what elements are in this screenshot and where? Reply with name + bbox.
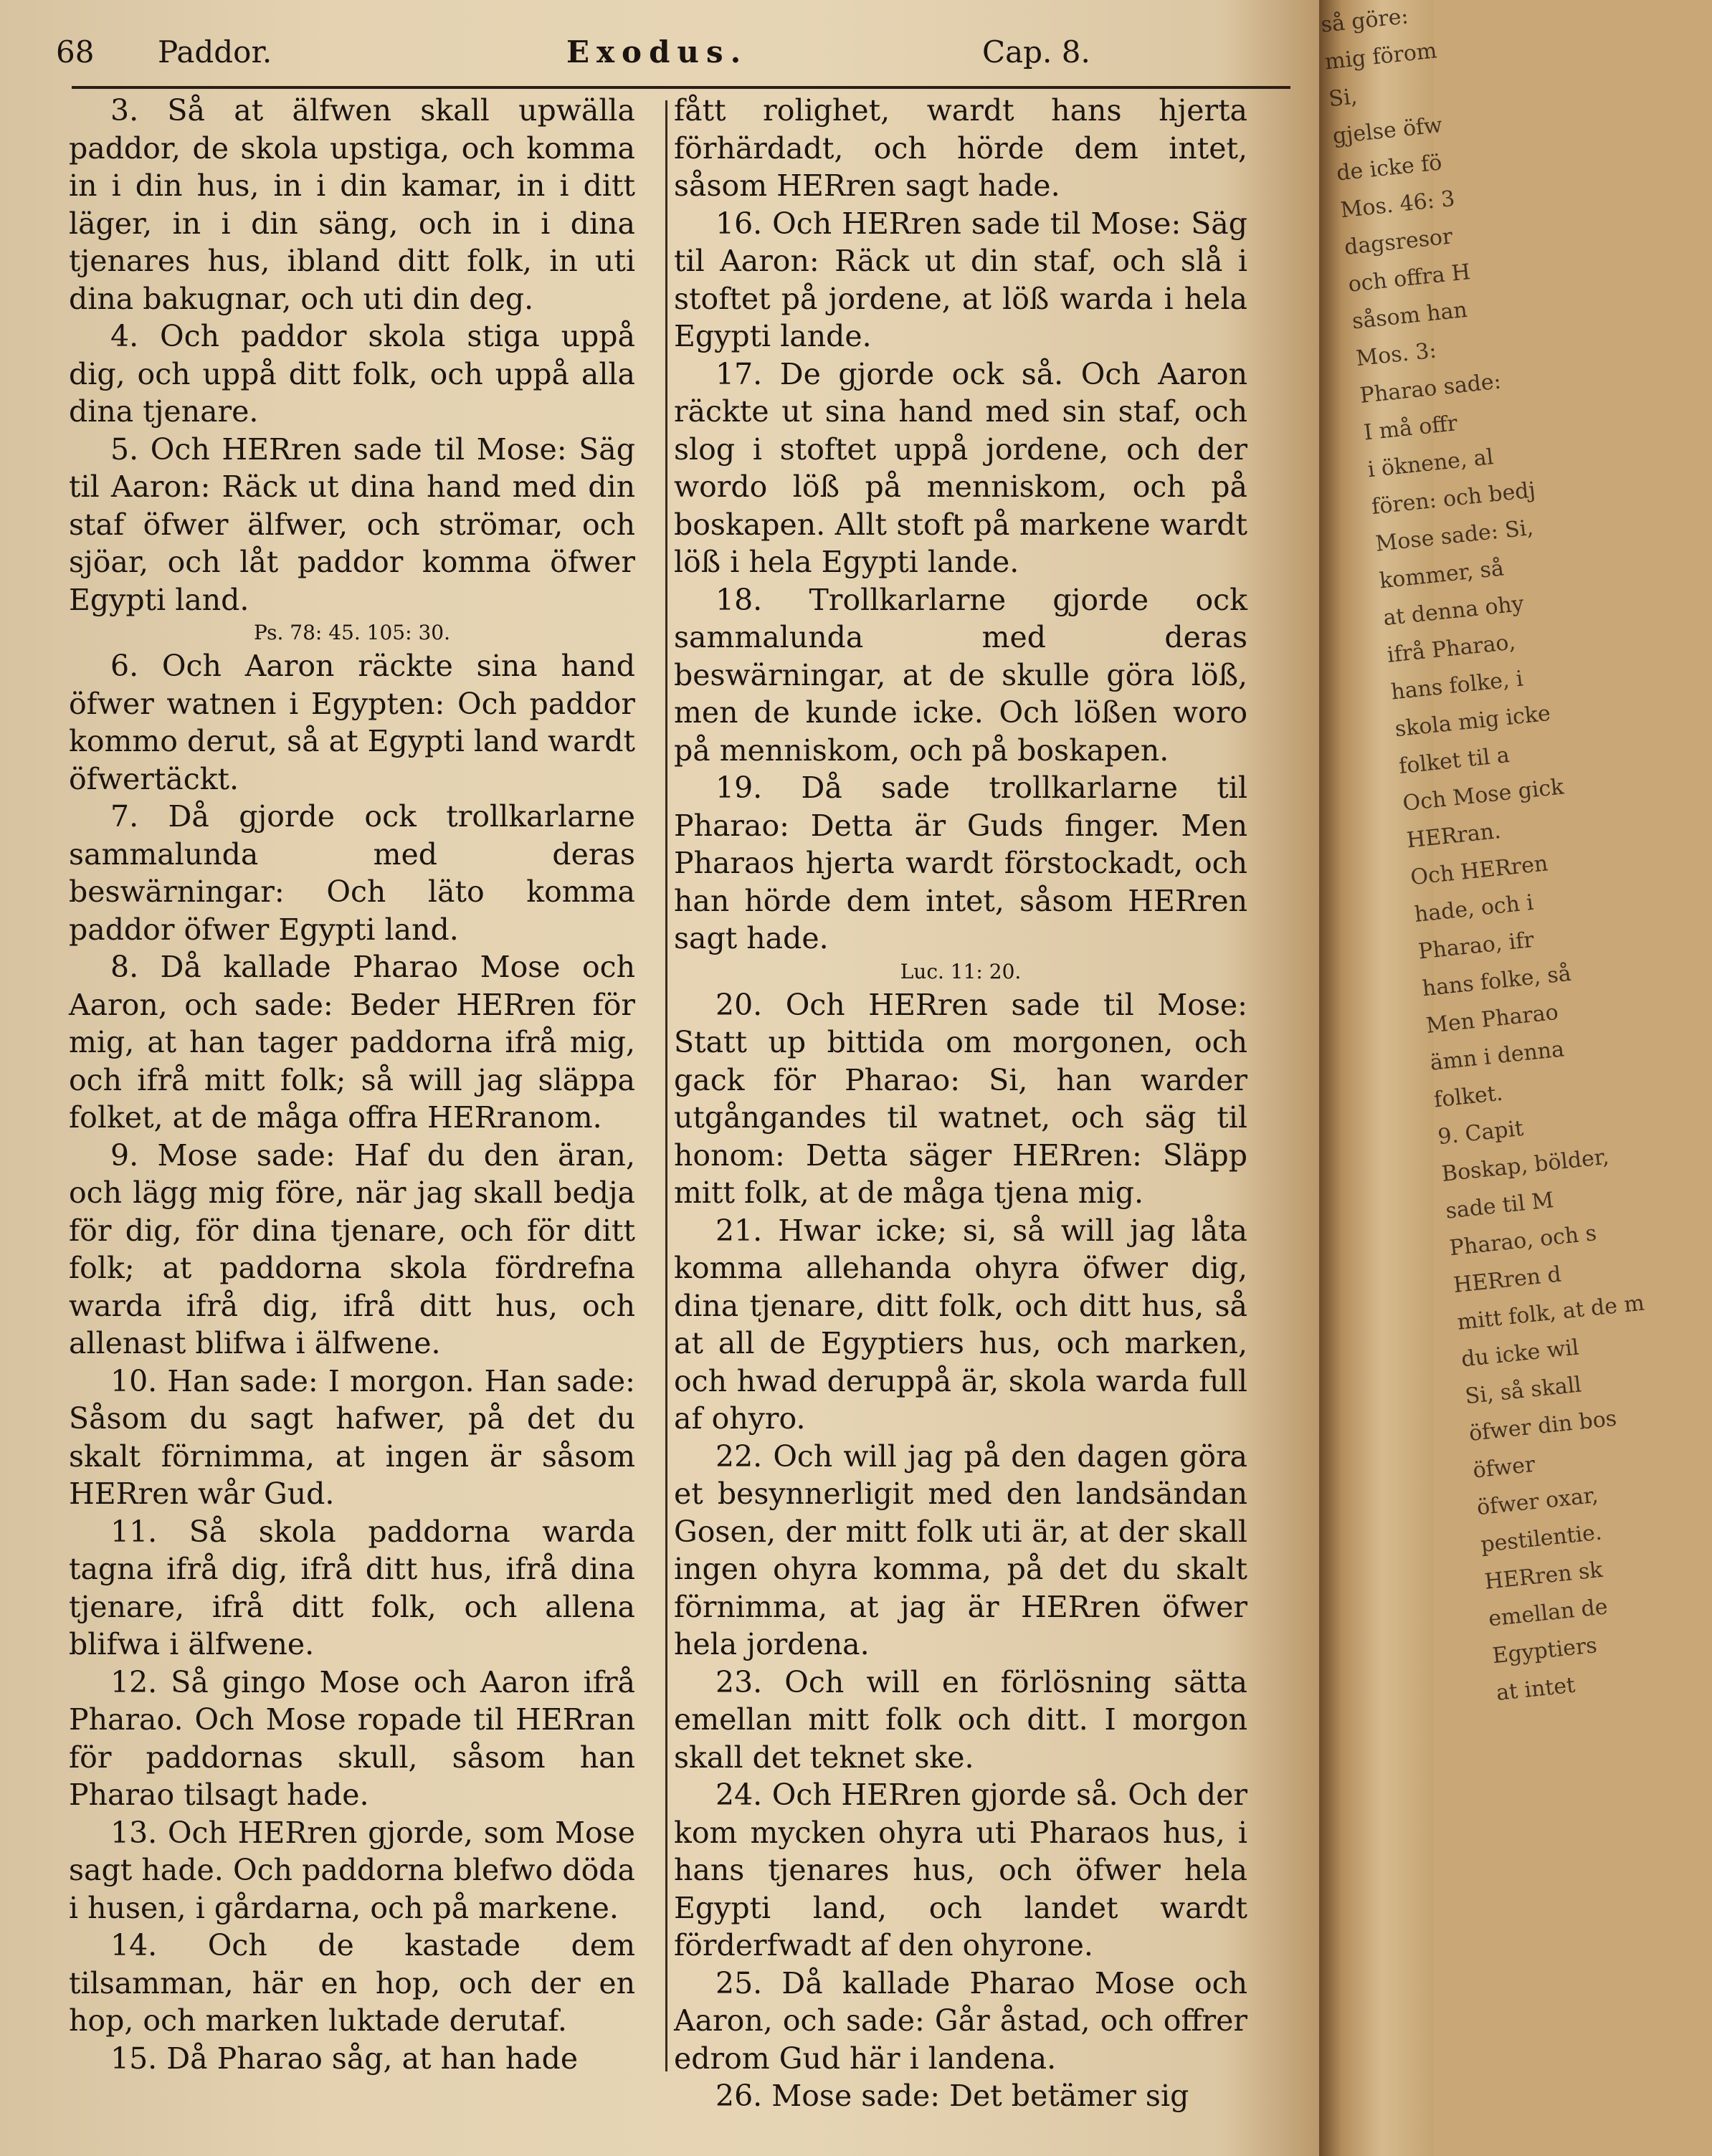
adjacent-page-line: ifrå Pharao, bbox=[1386, 629, 1517, 668]
adjacent-page-line: Mos. 46: 3 bbox=[1339, 186, 1456, 224]
running-head: Paddor. bbox=[158, 34, 272, 70]
adjacent-page-line: hade, och i bbox=[1413, 889, 1535, 927]
adjacent-page-line: Och Mose gick bbox=[1401, 774, 1565, 816]
adjacent-page-line: Si, bbox=[1327, 84, 1359, 113]
verse: 20. Och HERren sade til Mose: Statt up bittida om morgonen, och gack för Pharao: Si, han warder utgångandes til watnet, och säg til honom: Detta säger HERren: Släpp mitt folk, at de måga tjena mig. bbox=[674, 987, 1247, 1210]
adjacent-page-line: Mose sade: Si, bbox=[1374, 515, 1535, 557]
verse-continuation: fått rolighet, wardt hans hjerta förhärdadt, och hörde dem intet, såsom HERren sagt hade. bbox=[674, 93, 1247, 203]
verse: 15. Då Pharao såg, at han hade bbox=[110, 2041, 579, 2076]
adjacent-page-line: HERren sk bbox=[1483, 1557, 1604, 1595]
adjacent-page-line: 9. Capit bbox=[1436, 1115, 1525, 1150]
verse: 13. Och HERren gjorde, som Mose sagt hade. Och paddorna blefwo döda i husen, i gårdarna, och på markene. bbox=[69, 1815, 635, 1925]
adjacent-page-line: HERren d bbox=[1452, 1261, 1563, 1299]
verse: 5. Och HERren sade til Mose: Säg til Aaron: Räck ut dina hand med din staf öfwer älfwer, och strömar, och sjöar, och låt paddor komma öfwer Egypti land. bbox=[69, 431, 635, 617]
chapter-label: Cap. 8. bbox=[982, 34, 1090, 70]
verse: 8. Då kallade Pharao Mose och Aaron, och sade: Beder HERren för mig, at han tager paddorna ifrå mig, och ifrå mitt folk; så will jag släppa folket, at de måga offra HERranom. bbox=[69, 950, 635, 1135]
verse: 9. Mose sade: Haf du den äran, och lägg mig före, när jag skall bedja för dig, för dina tjenare, och för ditt folk; at paddorna skola fördrefna warda ifrå dig, ifrå ditt hus, och allenast blifwa i älfwene. bbox=[69, 1137, 635, 1360]
verse: 22. Och will jag på den dagen göra et besynnerligit med den landsändan Gosen, der mitt folk uti är, at der skall ingen ohyra komma, på det du skalt förnimma, at jag är HERren öfwer hela jordena. bbox=[674, 1439, 1247, 1661]
adjacent-page-line: så göre: bbox=[1319, 4, 1410, 38]
verse: 10. Han sade: I morgon. Han sade: Såsom du sagt hafwer, på det du skalt förnimma, at ingen är såsom HERren wår Gud. bbox=[69, 1363, 635, 1511]
adjacent-page-line: såsom han bbox=[1351, 297, 1469, 335]
verse: 21. Hwar icke; si, så will jag låta komma allehanda ohyra öfwer dig, dina tjenare, ditt folk, och ditt hus, så at all de Egyptiers hus, och marken, och hwad deruppå är, skola warda full af ohyro. bbox=[674, 1213, 1247, 1436]
adjacent-page-line: i öknene, al bbox=[1366, 444, 1495, 483]
adjacent-page-line: mig förom bbox=[1323, 38, 1438, 75]
adjacent-page-line: fören: och bedj bbox=[1370, 477, 1537, 520]
verse: 24. Och HERren gjorde så. Och der kom mycken ohyra uti Pharaos hus, i hans tjenares hus, och öfwer hela Egypti land, och landet wardt förderfwadt af den ohyrone. bbox=[674, 1778, 1247, 1962]
adjacent-page-line: de icke fö bbox=[1335, 150, 1443, 186]
adjacent-page-line: du icke wil bbox=[1460, 1335, 1581, 1373]
adjacent-page-line: folket til a bbox=[1397, 743, 1511, 780]
adjacent-page-line: ämn i denna bbox=[1429, 1036, 1566, 1076]
adjacent-page-line: öfwer oxar, bbox=[1475, 1482, 1599, 1521]
adjacent-page-text bbox=[1319, 0, 1712, 1712]
verse: 6. Och Aaron räckte sina hand öfwer watnen i Egypten: Och paddor kommo derut, så at Egypti land wardt öfwertäckt. bbox=[69, 649, 635, 796]
book-title: Exodus. bbox=[566, 34, 748, 70]
cross-reference: Ps. 78: 45. 105: 30. bbox=[254, 621, 450, 644]
adjacent-page-line: at intet bbox=[1495, 1672, 1577, 1706]
cross-reference: Luc. 11: 20. bbox=[900, 959, 1022, 983]
verse: 12. Så gingo Mose och Aaron ifrå Pharao. Och Mose ropade til HERran för paddornas skull, såsom han Pharao tilsagt hade. bbox=[69, 1664, 635, 1812]
adjacent-page-line: emellan de bbox=[1487, 1594, 1609, 1632]
adjacent-page-edge bbox=[1319, 0, 1646, 2156]
adjacent-page-line: Och HERren bbox=[1409, 851, 1549, 891]
adjacent-page-line: och offra H bbox=[1346, 259, 1472, 297]
adjacent-page-line: at denna ohy bbox=[1382, 591, 1526, 631]
adjacent-page-line: Mos. 3: bbox=[1354, 338, 1438, 372]
adjacent-page-line: Pharao sade: bbox=[1359, 368, 1503, 409]
adjacent-page-line: Men Pharao bbox=[1425, 999, 1560, 1039]
adjacent-page-line: sade til M bbox=[1444, 1188, 1555, 1224]
adjacent-page-line: hans folke, i bbox=[1389, 666, 1525, 705]
verse: 25. Då kallade Pharao Mose och Aaron, och sade: Går åstad, och offrer edrom Gud här i landena. bbox=[674, 1965, 1247, 2076]
verse: 17. De gjorde ock så. Och Aaron räckte ut sina hand med sin staf, och slog i stoftet uppå jordene, och der wordo löß på menniskom, och på boskapen. Allt stoft på markene wardt löß i hela Egypti lande. bbox=[674, 356, 1247, 579]
right-column bbox=[674, 92, 1247, 2115]
adjacent-page-line: I må offr bbox=[1362, 411, 1459, 446]
verse: 4. Och paddor skola stiga uppå dig, och uppå ditt folk, och uppå alla dina tjenare. bbox=[69, 319, 635, 429]
adjacent-page-line: Pharao, ifr bbox=[1417, 927, 1536, 965]
adjacent-page-line: pestilentie. bbox=[1479, 1520, 1604, 1558]
verse: 16. Och HERren sade til Mose: Säg til Aaron: Räck ut din staf, och slå i stoftet på jordene, at löß warda i hela Egypti lande. bbox=[674, 206, 1247, 353]
adjacent-page-line: folket. bbox=[1432, 1080, 1504, 1113]
adjacent-page-line: Si, så skall bbox=[1463, 1372, 1583, 1410]
adjacent-page-line: mitt folk, at de m bbox=[1456, 1290, 1646, 1335]
adjacent-page-line: Boskap, bölder, bbox=[1440, 1144, 1610, 1187]
verse: 19. Då sade trollkarlarne til Pharao: Detta är Guds finger. Men Pharaos hjerta wardt förstockadt, och han hörde dem intet, såsom HERren sagt hade. bbox=[674, 771, 1247, 955]
header-rule bbox=[72, 86, 1290, 89]
adjacent-page-line: Egyptiers bbox=[1490, 1633, 1599, 1669]
verse: 11. Så skola paddorna warda tagna ifrå dig, ifrå ditt hus, ifrå dina tjenare, ifrå ditt folk, och allena blifwa i älfwene. bbox=[69, 1514, 635, 1661]
adjacent-page-line: öfwer bbox=[1471, 1451, 1536, 1484]
adjacent-page-line: kommer, så bbox=[1378, 555, 1506, 594]
verse: 7. Då gjorde ock trollkarlarne sammalunda med deras beswärningar: Och läto komma paddor öfwer Egypti land. bbox=[69, 799, 635, 947]
left-column bbox=[69, 92, 635, 2077]
adjacent-page-line: gjelse öfw bbox=[1331, 113, 1444, 149]
adjacent-page-line: öfwer din bos bbox=[1468, 1406, 1618, 1446]
verse: 23. Och will en förlösning sätta emellan mitt folk och ditt. I morgon skall det teknet ske. bbox=[674, 1664, 1247, 1775]
adjacent-page-line: skola mig icke bbox=[1394, 700, 1552, 743]
page-header bbox=[50, 34, 1262, 85]
verse: 26. Mose sade: Det betämer sig bbox=[715, 2079, 1189, 2113]
adjacent-page-line: Pharao, och s bbox=[1448, 1221, 1598, 1261]
adjacent-page-line: HERran. bbox=[1405, 818, 1503, 854]
column-divider bbox=[665, 100, 667, 2071]
verse: 14. Och de kastade dem tilsamman, här en hop, och der en hop, och marken luktade derutaf. bbox=[69, 1928, 635, 2038]
verse: 3. Så at älfwen skall upwälla paddor, de skola upstiga, och komma in i din hus, in i din kamar, in i ditt läger, in i din säng, och in i dina tjenares hus, ibland ditt folk, in uti dina bakugnar, och uti din deg. bbox=[69, 93, 635, 316]
verse: 18. Trollkarlarne gjorde ock sammalunda med deras beswärningar, at de skulle göra löß, men de kunde icke. Och lößen woro på menniskom, och på boskapen. bbox=[674, 582, 1247, 768]
page-number: 68 bbox=[56, 34, 95, 70]
adjacent-page-line: hans folke, så bbox=[1421, 960, 1573, 1002]
adjacent-page-line: dagsresor bbox=[1343, 224, 1454, 261]
